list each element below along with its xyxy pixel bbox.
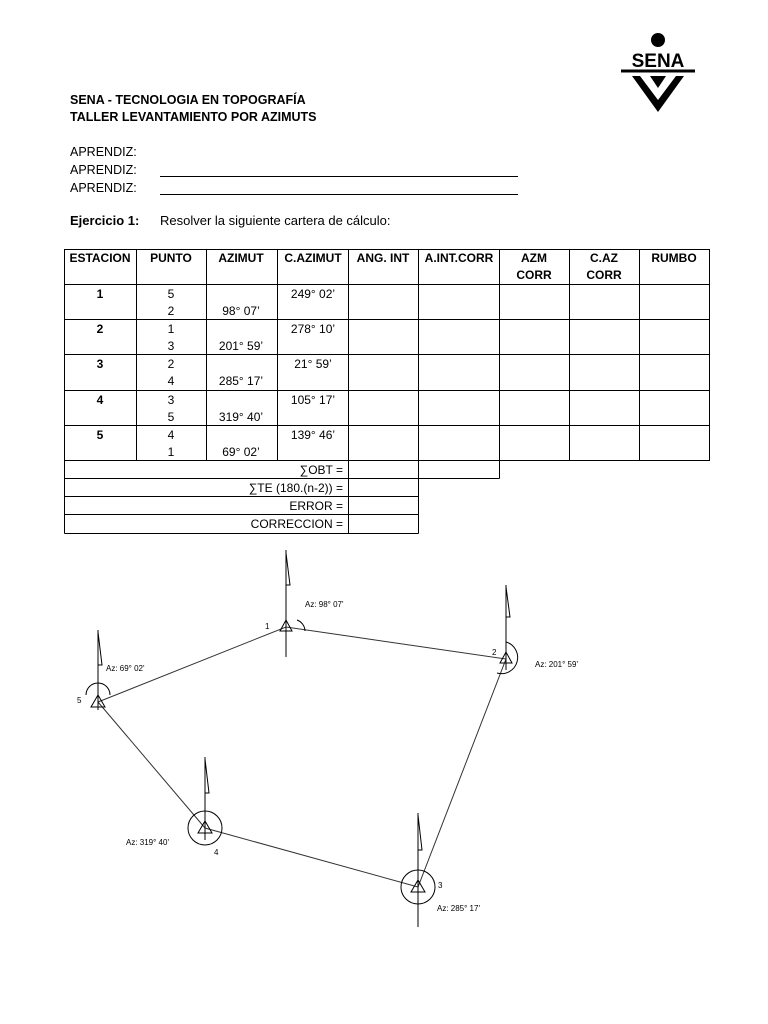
cell-c-azimut-5: 139° 46’ bbox=[290, 428, 336, 442]
logo-head bbox=[651, 33, 665, 47]
th-estacion: ESTACION bbox=[69, 251, 131, 265]
station-2-az: Az: 201° 59' bbox=[535, 660, 578, 669]
cell-punto-3b: 4 bbox=[167, 374, 175, 388]
cell-azimut-3: 285° 17’ bbox=[218, 374, 264, 388]
th-ang-int: ANG. INT bbox=[356, 251, 410, 265]
cell-azimut-1: 98° 07’ bbox=[222, 304, 260, 318]
station-2-label: 2 bbox=[492, 648, 497, 657]
station-3-label: 3 bbox=[438, 881, 443, 890]
cell-punto-3a: 2 bbox=[167, 357, 175, 371]
station-1-az: Az: 98° 07' bbox=[305, 600, 344, 609]
th-c-az: C.AZ bbox=[590, 251, 618, 265]
station-4-label: 4 bbox=[214, 848, 219, 857]
traverse-diagram bbox=[0, 545, 768, 945]
station-5-az: Az: 69° 02' bbox=[106, 664, 145, 673]
doc-title-line2: TALLER LEVANTAMIENTO POR AZIMUTS bbox=[70, 110, 317, 124]
cell-estacion-2: 2 bbox=[96, 322, 104, 336]
cell-c-azimut-3: 21° 59’ bbox=[294, 357, 332, 371]
station-4-az: Az: 319° 40' bbox=[126, 838, 169, 847]
cell-punto-2b: 3 bbox=[167, 339, 175, 353]
cell-punto-1a: 5 bbox=[167, 287, 175, 301]
exercise-label: Ejercicio 1: bbox=[70, 213, 140, 228]
aprendiz-line-3[interactable] bbox=[160, 194, 518, 195]
exercise-text: Resolver la siguiente cartera de cálculo: bbox=[160, 213, 391, 228]
sena-logo bbox=[618, 32, 698, 114]
cell-punto-5a: 4 bbox=[167, 428, 175, 442]
aprendiz-label-3: APRENDIZ: bbox=[70, 181, 137, 195]
cell-punto-5b: 1 bbox=[167, 445, 175, 459]
th-c-azimut: C.AZIMUT bbox=[284, 251, 342, 265]
th-azm: AZM bbox=[521, 251, 547, 265]
th-azm-corr: CORR bbox=[516, 268, 552, 282]
station-1 bbox=[280, 550, 305, 657]
cell-punto-1b: 2 bbox=[167, 304, 175, 318]
sum-obt-label: ∑OBT = bbox=[299, 463, 343, 477]
th-rumbo: RUMBO bbox=[651, 251, 697, 265]
cell-estacion-3: 3 bbox=[96, 357, 104, 371]
th-azimut: AZIMUT bbox=[218, 251, 264, 265]
cell-c-azimut-1: 249° 02’ bbox=[290, 287, 336, 301]
aprendiz-label-2: APRENDIZ: bbox=[70, 163, 137, 177]
station-3 bbox=[401, 813, 435, 927]
cell-punto-4b: 5 bbox=[167, 410, 175, 424]
cell-azimut-4: 319° 40’ bbox=[218, 410, 264, 424]
cell-c-azimut-2: 278° 10’ bbox=[290, 322, 336, 336]
cell-c-azimut-4: 105° 17’ bbox=[290, 393, 336, 407]
cell-azimut-5: 69° 02’ bbox=[222, 445, 260, 459]
logo-chevron-inner bbox=[650, 76, 666, 88]
correccion-label: CORRECCION = bbox=[250, 517, 343, 531]
error-label: ERROR = bbox=[289, 499, 343, 513]
station-1-label: 1 bbox=[265, 622, 270, 631]
aprendiz-line-2[interactable] bbox=[160, 176, 518, 177]
th-c-az-corr: CORR bbox=[586, 268, 622, 282]
sum-te-label: ∑TE (180.(n-2)) = bbox=[248, 481, 343, 495]
traverse-polygon bbox=[98, 627, 506, 887]
cell-estacion-4: 4 bbox=[96, 393, 104, 407]
cell-punto-4a: 3 bbox=[167, 393, 175, 407]
aprendiz-label-1: APRENDIZ: bbox=[70, 145, 137, 159]
calc-table bbox=[0, 240, 768, 540]
station-5-label: 5 bbox=[77, 696, 82, 705]
station-3-az: Az: 285° 17' bbox=[437, 904, 480, 913]
station-2 bbox=[497, 585, 518, 674]
th-punto: PUNTO bbox=[150, 251, 192, 265]
logo-text: SENA bbox=[631, 51, 685, 72]
cell-estacion-5: 5 bbox=[96, 428, 104, 442]
cell-punto-2a: 1 bbox=[167, 322, 175, 336]
cell-azimut-2: 201° 59’ bbox=[218, 339, 264, 353]
th-a-int-corr: A.INT.CORR bbox=[424, 251, 494, 265]
doc-title-line1: SENA - TECNOLOGIA EN TOPOGRAFÍA bbox=[70, 93, 306, 107]
cell-estacion-1: 1 bbox=[96, 287, 104, 301]
